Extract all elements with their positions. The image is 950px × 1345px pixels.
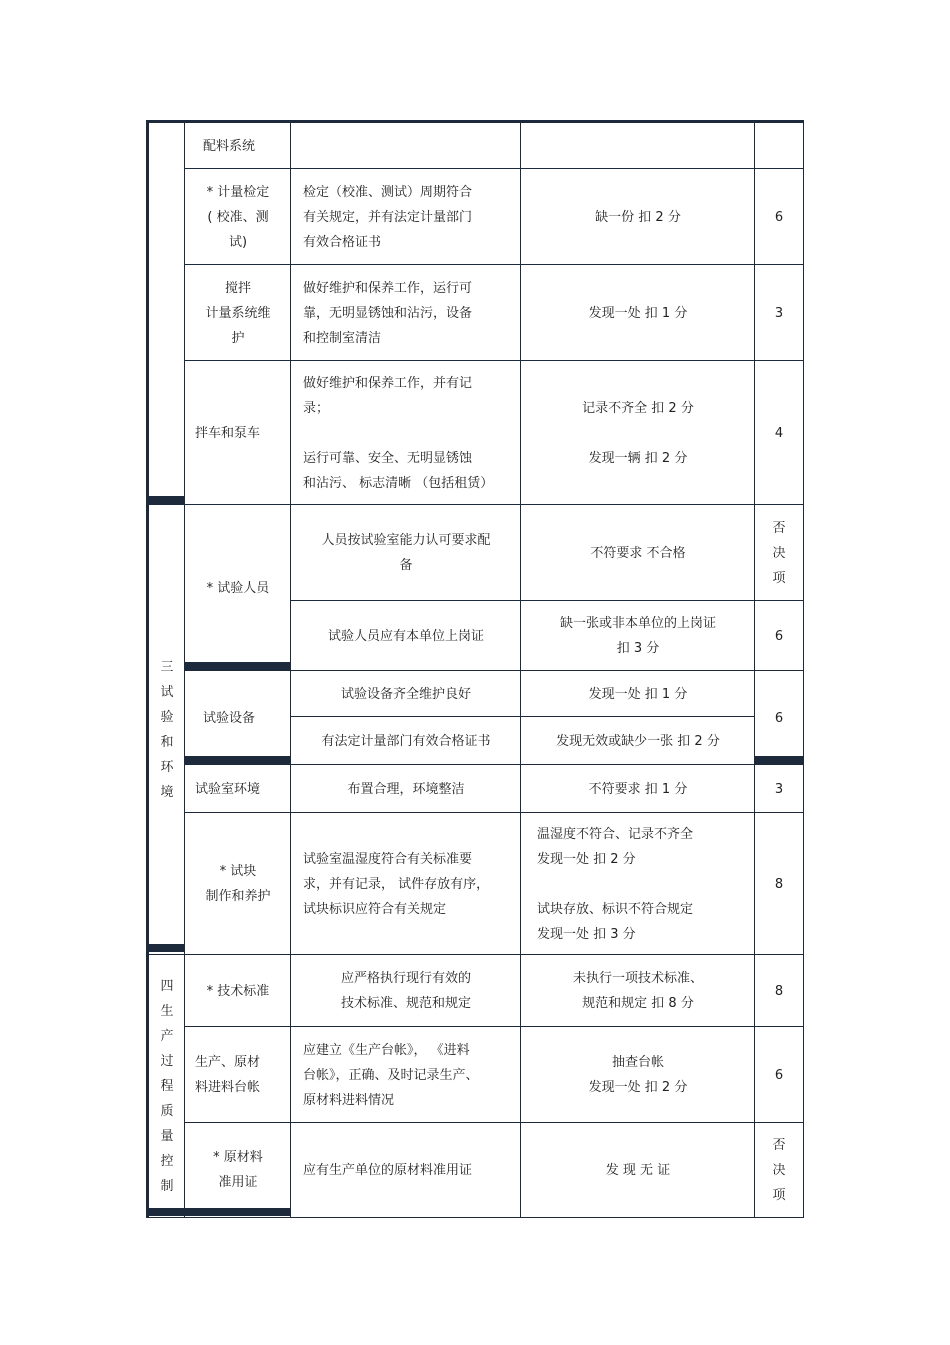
item-huanjing: 试验室环境 — [184, 764, 292, 814]
deduction-bengche: 记录不齐全 扣 2 分 发现一辆 扣 2 分 — [520, 360, 756, 506]
item-renyuan: * 试验人员 — [184, 504, 292, 672]
score-peiliao — [754, 122, 804, 170]
standard-shebei-b: 有法定计量部门有效合格证书 — [290, 716, 522, 766]
standard-shikuai: 试验室温湿度符合有关标准要 求，并有记录， 试件存放有序， 试块标识应符合有关规定 — [290, 812, 522, 956]
cell-divider — [754, 756, 804, 764]
standard-huanjing: 布置合理，环境整洁 — [290, 764, 522, 814]
cell-divider — [184, 756, 292, 764]
standard-taizhang: 应建立《生产台帐》， 《进料 台帐》，正确、及时记录生产、 原材料进料情况 — [290, 1026, 522, 1124]
item-shikuai: * 试块 制作和养护 — [184, 812, 292, 956]
section-divider — [148, 944, 186, 952]
deduction-biaozhun: 未执行一项技术标准、 规范和规定 扣 8 分 — [520, 954, 756, 1028]
section-divider — [148, 1208, 186, 1216]
standard-zhunyong: 应有生产单位的原材料准用证 — [290, 1122, 522, 1218]
score-jiaoban: 3 — [754, 264, 804, 362]
standard-jiaoban: 做好维护和保养工作，运行可 靠，无明显锈蚀和沾污，设备 和控制室清洁 — [290, 264, 522, 362]
deduction-taizhang: 抽查台帐 发现一处 扣 2 分 — [520, 1026, 756, 1124]
deduction-zhunyong: 发 现 无 证 — [520, 1122, 756, 1218]
standard-biaozhun: 应严格执行现行有效的 技术标准、规范和规定 — [290, 954, 522, 1028]
deduction-renyuan-a: 不符要求 不合格 — [520, 504, 756, 602]
deduction-jiliang: 缺一份 扣 2 分 — [520, 168, 756, 266]
standard-renyuan-b: 试验人员应有本单位上岗证 — [290, 600, 522, 672]
inspection-table — [146, 120, 804, 1218]
score-jiliang: 6 — [754, 168, 804, 266]
score-biaozhun: 8 — [754, 954, 804, 1028]
deduction-shikuai: 温湿度不符合、记录不齐全 发现一处 扣 2 分 试块存放、标识不符合规定 发现一处 扣 3 分 — [520, 812, 756, 956]
item-zhunyong: * 原材料 准用证 — [184, 1122, 292, 1218]
deduction-huanjing: 不符要求 扣 1 分 — [520, 764, 756, 814]
item-biaozhun: * 技术标准 — [184, 954, 292, 1028]
item-shebei: 试验设备 — [184, 670, 292, 766]
standard-bengche: 做好维护和保养工作，并有记 录； 运行可靠、安全、无明显锈蚀 和沾污、 标志清晰 （包括租赁） — [290, 360, 522, 506]
score-taizhang: 6 — [754, 1026, 804, 1124]
item-bengche: 拌车和泵车 — [184, 360, 292, 506]
standard-shebei-a: 试验设备齐全维护良好 — [290, 670, 522, 718]
standard-renyuan-a: 人员按试验室能力认可要求配 备 — [290, 504, 522, 602]
item-taizhang: 生产、原材 料进料台帐 — [184, 1026, 292, 1124]
score-zhunyong: 否 决 项 — [754, 1122, 804, 1218]
section-label-prev — [148, 122, 186, 506]
item-jiaoban: 搅拌 计量系统维 护 — [184, 264, 292, 362]
item-jiliang: * 计量检定 ( 校准、测 试) — [184, 168, 292, 266]
score-bengche: 4 — [754, 360, 804, 506]
item-peiliao: 配料系统 — [184, 122, 292, 170]
cell-divider — [184, 1208, 292, 1216]
score-shebei: 6 — [754, 670, 804, 766]
section-label-4: 四 生 产 过 程 质 量 控 制 — [148, 954, 186, 1218]
cell-divider — [184, 662, 292, 670]
standard-jiliang: 检定（校准、测试）周期符合 有关规定，并有法定计量部门 有效合格证书 — [290, 168, 522, 266]
section-divider — [148, 496, 186, 504]
score-renyuan-b: 6 — [754, 600, 804, 672]
section-label-3: 三 试 验 和 环 境 — [148, 504, 186, 956]
score-renyuan-a: 否 决 项 — [754, 504, 804, 602]
score-shikuai: 8 — [754, 812, 804, 956]
standard-peiliao — [290, 122, 522, 170]
deduction-shebei-b: 发现无效或缺少一张 扣 2 分 — [520, 716, 756, 766]
score-huanjing: 3 — [754, 764, 804, 814]
deduction-jiaoban: 发现一处 扣 1 分 — [520, 264, 756, 362]
deduction-renyuan-b: 缺一张或非本单位的上岗证 扣 3 分 — [520, 600, 756, 672]
deduction-shebei-a: 发现一处 扣 1 分 — [520, 670, 756, 718]
deduction-peiliao — [520, 122, 756, 170]
